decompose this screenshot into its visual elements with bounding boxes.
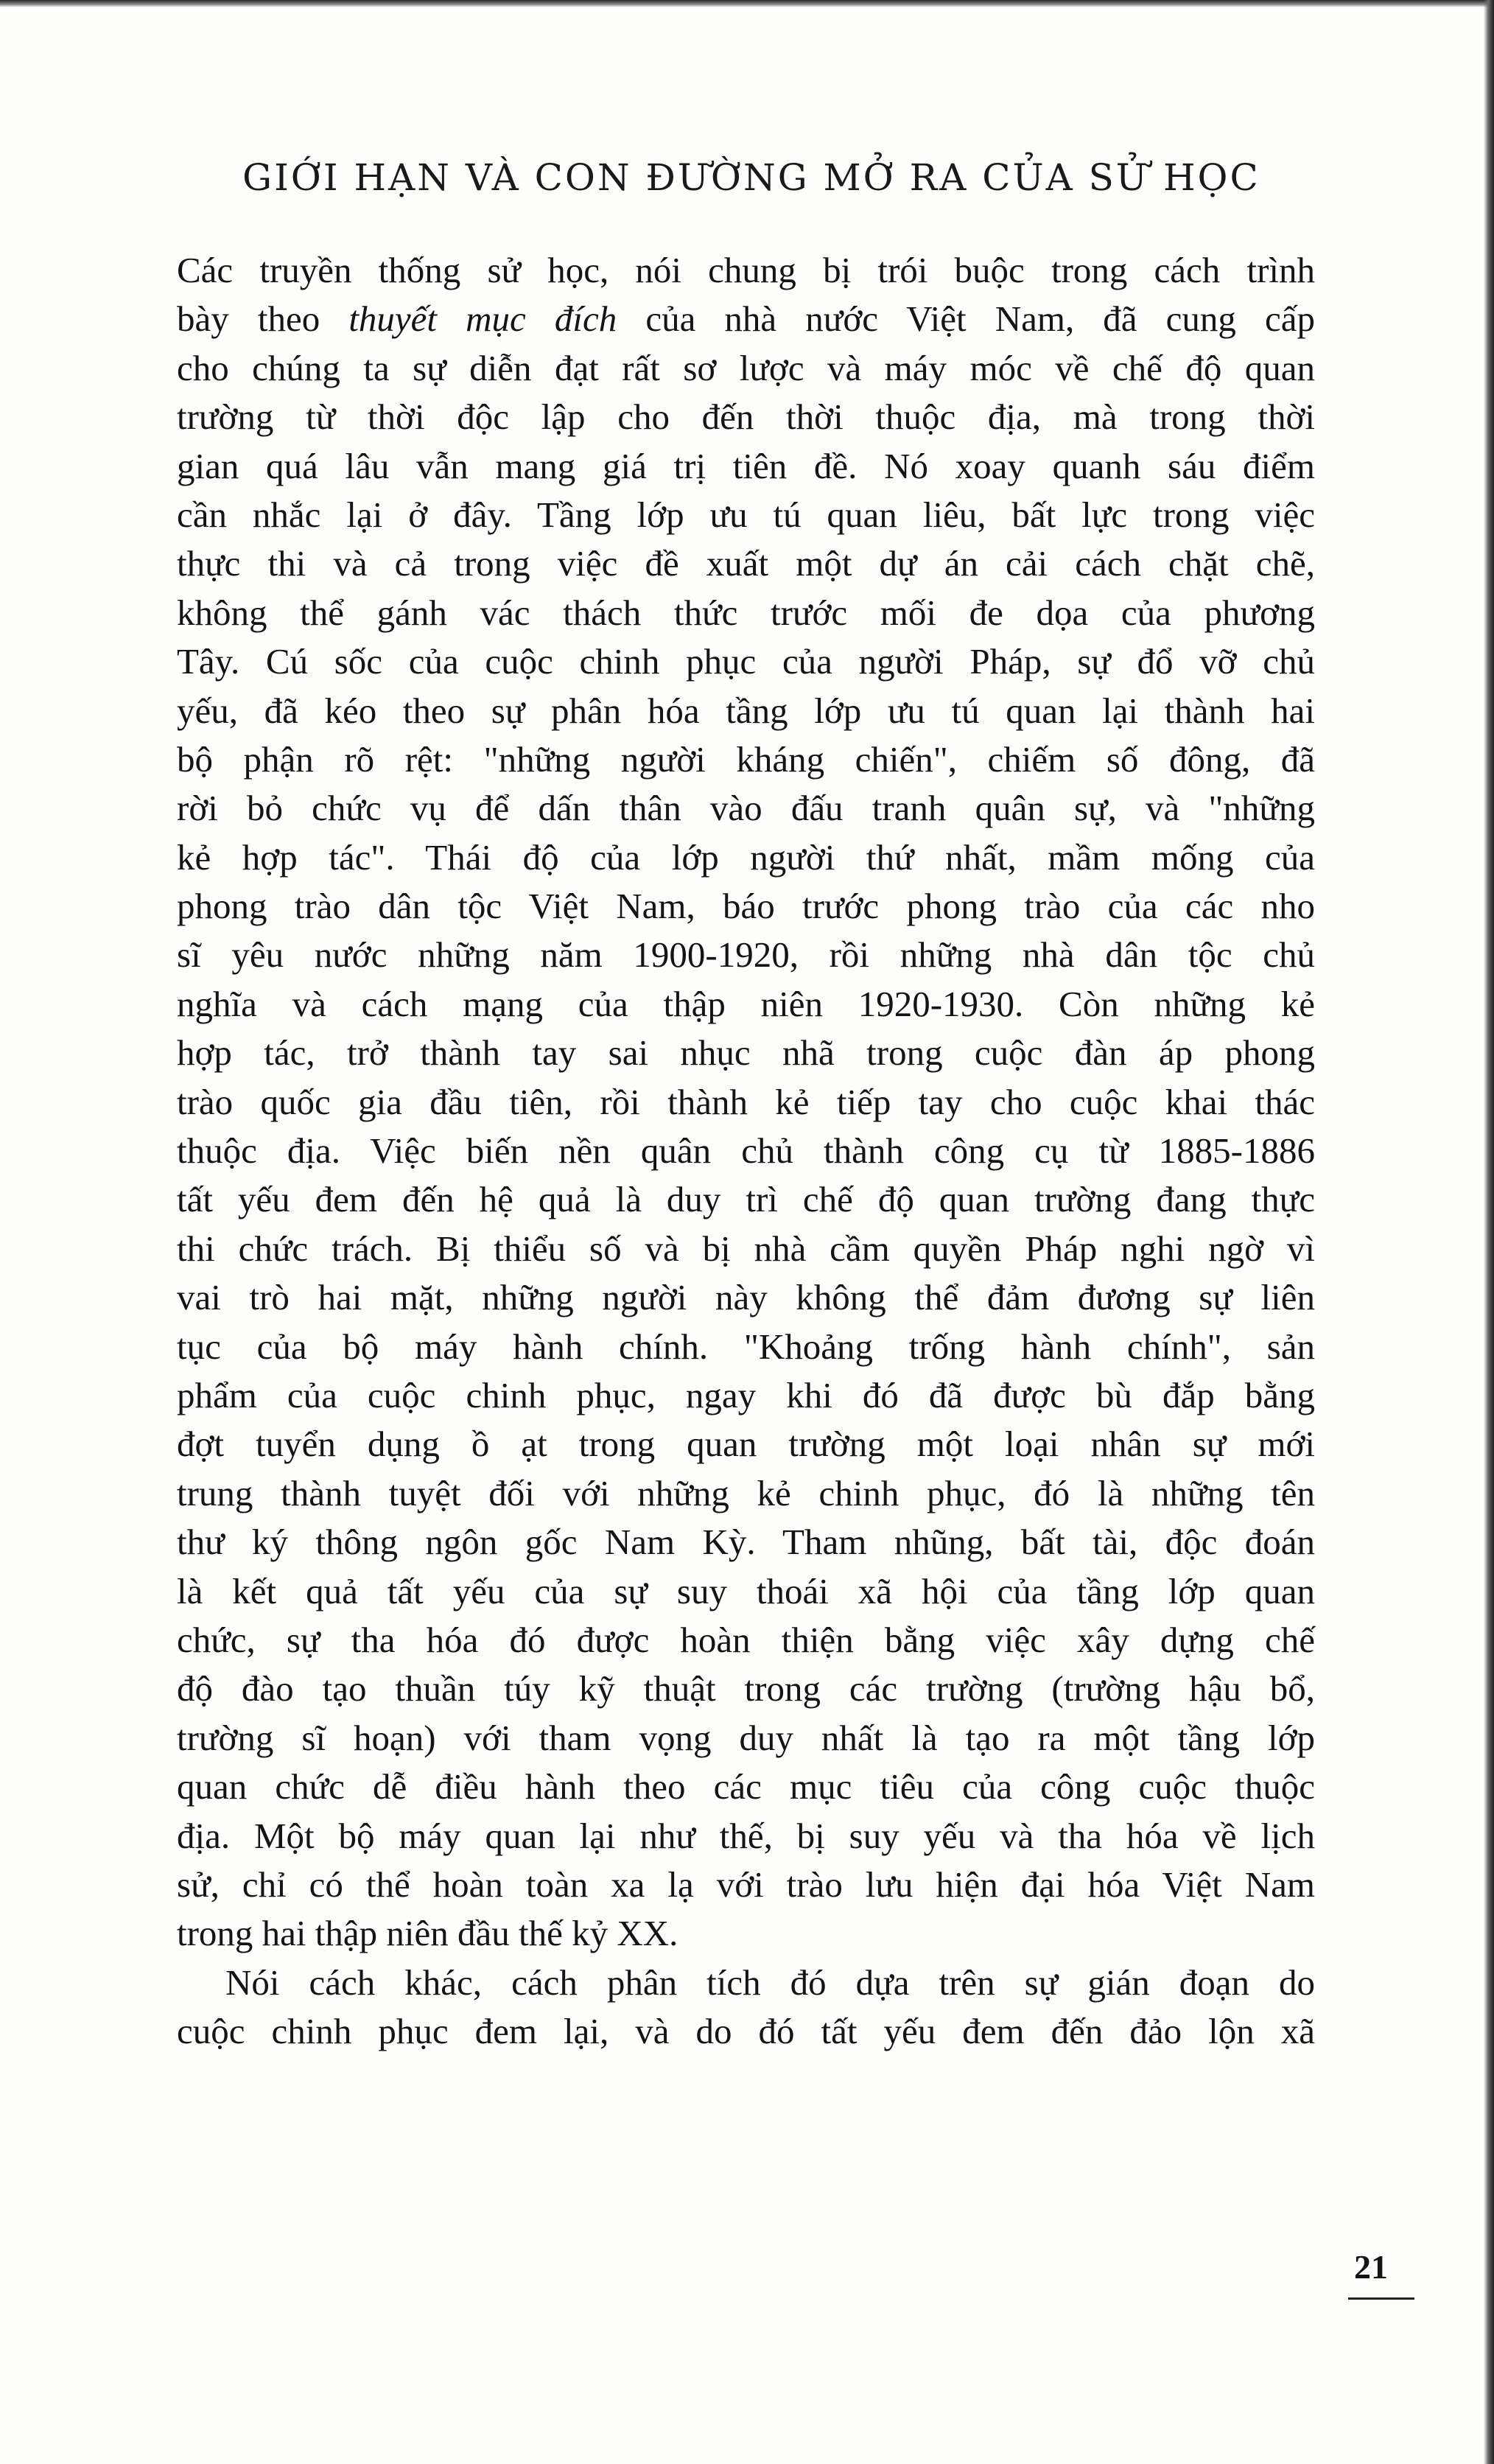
text-line: cuộc chinh phục đem lại, và do đó tất yếu đem đến đảo lộn xã bbox=[177, 2011, 1315, 2052]
paragraph-2 bbox=[177, 1959, 1315, 2057]
page-top-shadow bbox=[0, 0, 1494, 7]
text-line: quan chức dễ điều hành theo các mục tiêu của công cuộc thuộc bbox=[177, 1766, 1315, 1807]
text-line: trung thành tuyệt đối với những kẻ chinh phục, đó là những tên bbox=[177, 1472, 1315, 1513]
text-line: tục của bộ máy hành chính. "Khoảng trống hành chính", sản bbox=[177, 1326, 1315, 1367]
text-line: Các truyền thống sử học, nói chung bị trói buộc trong cách trình bbox=[177, 250, 1315, 290]
text-line: độ đào tạo thuần túy kỹ thuật trong các trường (trường hậu bổ, bbox=[177, 1668, 1315, 1709]
text-line: không thể gánh vác thách thức trước mối đe dọa của phương bbox=[177, 592, 1315, 633]
text-line: gian quá lâu vẫn mang giá trị tiên đề. Nó xoay quanh sáu điểm bbox=[177, 445, 1315, 486]
body-text bbox=[177, 246, 1315, 2056]
page-right-shadow bbox=[1484, 0, 1494, 2464]
text-line bbox=[177, 295, 1315, 343]
text-line: đợt tuyển dụng ồ ạt trong quan trường một loại nhân sự mới bbox=[177, 1424, 1315, 1465]
text-line: yếu, đã kéo theo sự phân hóa tầng lớp ưu tú quan lại thành hai bbox=[177, 690, 1315, 731]
text-line: cần nhắc lại ở đây. Tầng lớp ưu tú quan liêu, bất lực trong việc bbox=[177, 494, 1315, 535]
text-line: thư ký thông ngôn gốc Nam Kỳ. Tham nhũng, bất tài, độc đoán bbox=[177, 1522, 1315, 1563]
text-line: bộ phận rõ rệt: "những người kháng chiến", chiếm số đông, đã bbox=[177, 738, 1315, 780]
text-line: kẻ hợp tác". Thái độ của lớp người thứ nhất, mầm mống của bbox=[177, 836, 1315, 878]
text-line: là kết quả tất yếu của sự suy thoái xã hội của tầng lớp quan bbox=[177, 1570, 1315, 1611]
text-line: trường sĩ hoạn) với tham vọng duy nhất là tạo ra một tầng lớp bbox=[177, 1717, 1315, 1758]
text-line: phẩm của cuộc chinh phục, ngay khi đó đã được bù đắp bằng bbox=[177, 1374, 1315, 1415]
text-line: vai trò hai mặt, những người này không thể đảm đương sự liên bbox=[177, 1277, 1315, 1318]
text-line: thi chức trách. Bị thiểu số và bị nhà cầm quyền Pháp nghi ngờ vì bbox=[177, 1228, 1315, 1269]
text-line: Tây. Cú sốc của cuộc chinh phục của người Pháp, sự đổ vỡ chủ bbox=[177, 641, 1315, 682]
text-line: thuộc địa. Việc biến nền quân chủ thành công cụ từ 1885-1886 bbox=[177, 1130, 1315, 1172]
text-line: nghĩa và cách mạng của thập niên 1920-1930. Còn những kẻ bbox=[177, 983, 1315, 1024]
text-line: hợp tác, trở thành tay sai nhục nhã trong cuộc đàn áp phong bbox=[177, 1032, 1315, 1074]
text-line: địa. Một bộ máy quan lại như thế, bị suy yếu và tha hóa về lịch bbox=[177, 1815, 1315, 1856]
text-segment: của nhà nước Việt Nam, đã cung cấp bbox=[617, 298, 1315, 340]
text-line: trào quốc gia đầu tiên, rồi thành kẻ tiếp tay cho cuộc khai thác bbox=[177, 1081, 1315, 1122]
text-line: chức, sự tha hóa đó được hoàn thiện bằng việc xây dựng chế bbox=[177, 1619, 1315, 1660]
text-segment: bày theo bbox=[177, 298, 349, 340]
text-line: trường từ thời độc lập cho đến thời thuộc địa, mà trong thời bbox=[177, 396, 1315, 438]
text-line: cho chúng ta sự diễn đạt rất sơ lược và máy móc về chế độ quan bbox=[177, 347, 1315, 388]
page-number: 21 bbox=[1354, 2248, 1388, 2286]
paragraph-1 bbox=[177, 246, 1315, 1959]
text-line: phong trào dân tộc Việt Nam, báo trước phong trào của các nho bbox=[177, 886, 1315, 927]
text-line-last: trong hai thập niên đầu thế kỷ XX. bbox=[177, 1913, 678, 1954]
text-line-indented: Nói cách khác, cách phân tích đó dựa trên sự gián đoạn do bbox=[225, 1961, 1315, 2003]
page-number-rule bbox=[1348, 2297, 1414, 2300]
text-line: sĩ yêu nước những năm 1900-1920, rồi những nhà dân tộc chủ bbox=[177, 934, 1315, 976]
italic-term: thuyết mục đích bbox=[348, 298, 617, 340]
text-line: tất yếu đem đến hệ quả là duy trì chế độ quan trường đang thực bbox=[177, 1179, 1315, 1220]
text-line: rời bỏ chức vụ để dấn thân vào đấu tranh quân sự, và "những bbox=[177, 788, 1315, 829]
text-line: sử, chỉ có thể hoàn toàn xa lạ với trào lưu hiện đại hóa Việt Nam bbox=[177, 1863, 1315, 1905]
running-header: GIỚI HẠN VÀ CON ĐƯỜNG MỞ RA CỦA SỬ HỌC bbox=[242, 156, 1260, 199]
text-line: thực thi và cả trong việc đề xuất một dự án cải cách chặt chẽ, bbox=[177, 543, 1315, 584]
